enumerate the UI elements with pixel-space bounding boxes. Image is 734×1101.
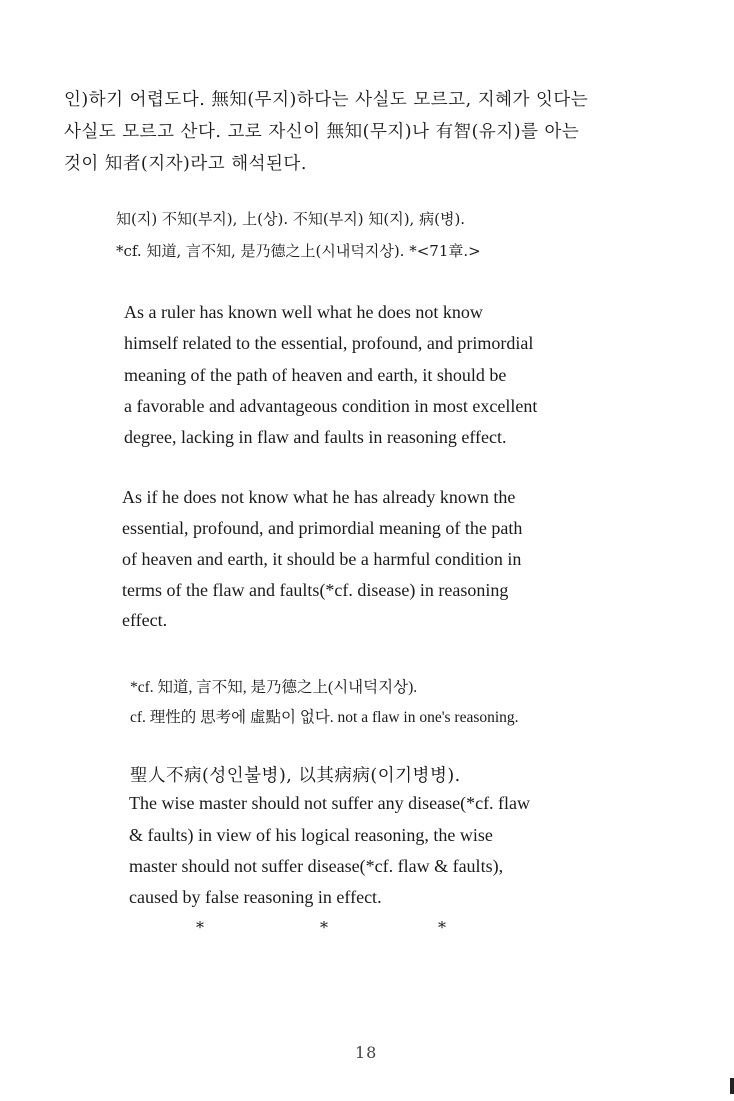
- page-number: 18: [355, 1043, 378, 1062]
- note-line-1: *cf. 知道, 言不知, 是乃德之上(시내덕지상).: [130, 679, 418, 696]
- verse-line-1: 知(지) 不知(부지), 上(상). 不知(부지) 知(지), 病(병).: [116, 210, 466, 228]
- para2-line-4: terms of the flaw and faults(*cf. disease) in reasoning: [122, 580, 509, 600]
- sage-line-2: & faults) in view of his logical reasoning, the wise: [129, 825, 493, 845]
- intro-line-3: 것이 知者(지자)라고 해석된다.: [64, 154, 307, 174]
- intro-line-1: 인)하기 어렵도다. 無知(무지)하다는 사실도 모르고, 지혜가 잇다는: [64, 90, 589, 110]
- para2-line-1: As if he does not know what he has already known the: [122, 487, 516, 507]
- separator-star-3: *: [438, 918, 446, 937]
- para1-line-3: meaning of the path of heaven and earth, it should be: [124, 365, 507, 385]
- scan-edge-mark: [730, 1078, 734, 1094]
- para1-line-4: a favorable and advantageous condition in most excellent: [124, 396, 538, 416]
- para2-line-2: essential, profound, and primordial meaning of the path: [122, 518, 523, 538]
- sage-line-4: caused by false reasoning in effect.: [129, 887, 382, 907]
- sage-heading: 聖人不病(성인불병), 以其病病(이기병병).: [130, 766, 461, 786]
- sage-line-1: The wise master should not suffer any disease(*cf. flaw: [129, 793, 531, 813]
- para2-line-5: effect.: [122, 610, 168, 630]
- note-line-2: cf. 理性的 思考에 虛點이 없다. not a flaw in one's reasoning.: [130, 709, 519, 726]
- separator-star-2: *: [320, 918, 328, 937]
- para2-line-3: of heaven and earth, it should be a harmful condition in: [122, 549, 522, 569]
- para1-line-5: degree, lacking in flaw and faults in reasoning effect.: [124, 427, 507, 447]
- intro-line-2: 사실도 모르고 산다. 고로 자신이 無知(무지)나 有智(유지)를 아는: [64, 122, 580, 142]
- para1-line-1: As a ruler has known well what he does not know: [124, 302, 483, 322]
- verse-line-2: *cf. 知道, 言不知, 是乃德之上(시내덕지상). *<71章.>: [116, 242, 481, 260]
- sage-line-3: master should not suffer disease(*cf. flaw & faults),: [129, 856, 504, 876]
- para1-line-2: himself related to the essential, profound, and primordial: [124, 333, 534, 353]
- separator-star-1: *: [196, 918, 204, 937]
